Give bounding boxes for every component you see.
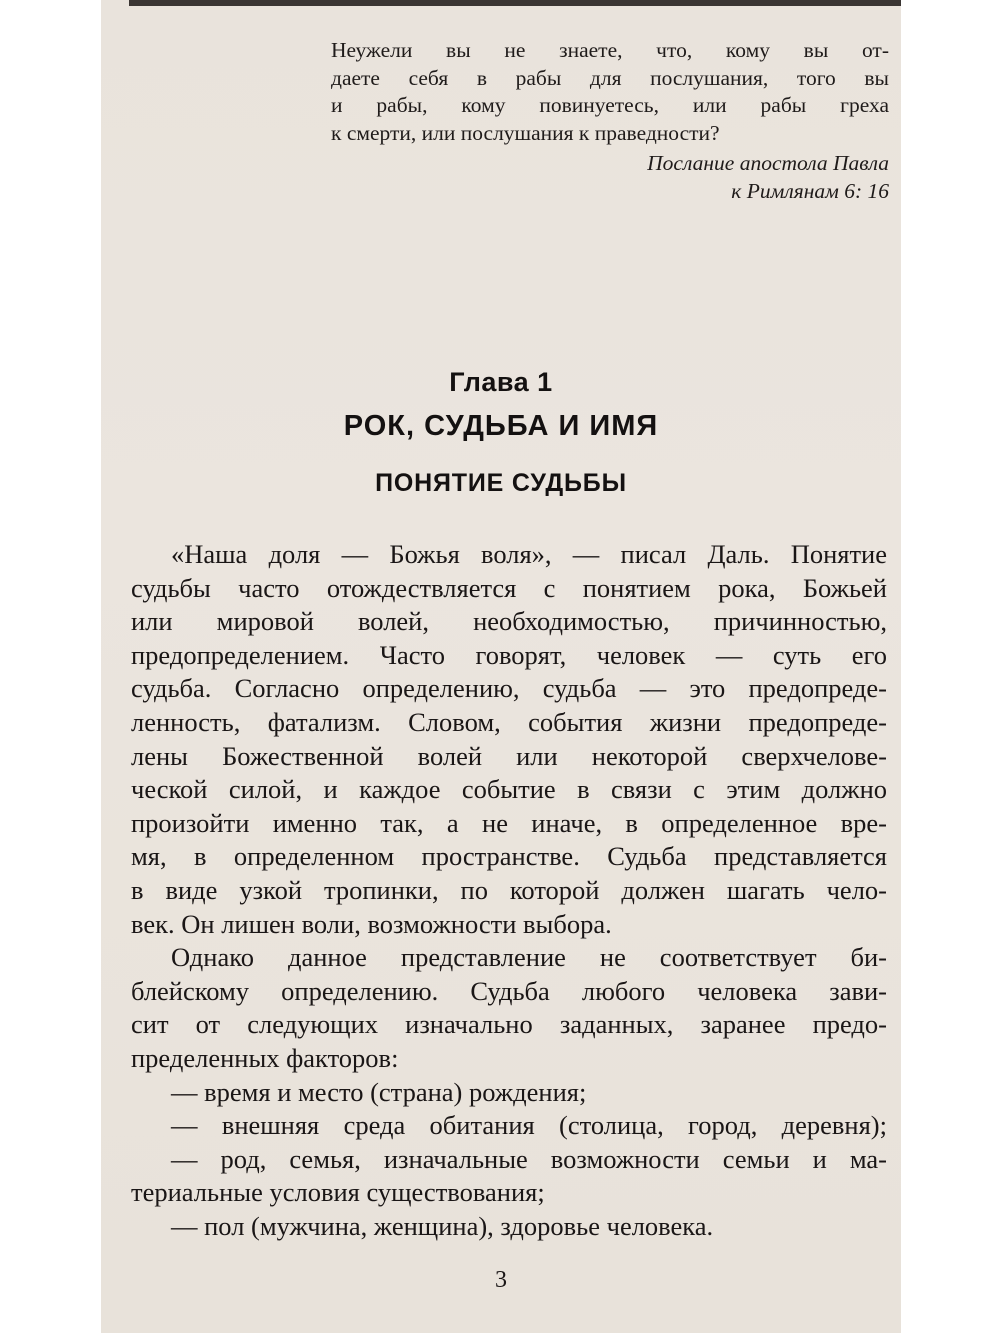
epigraph-line: и рабы, кому повинуетесь, или рабы греха: [331, 93, 889, 117]
body-list-item: — род, семья, изначальные возможности семьи и ма-: [171, 1143, 887, 1174]
body-line: блейскому определению. Судьба любого человека зави-: [131, 975, 887, 1006]
body-line: ческой силой, и каждое событие в связи с этим должно: [131, 774, 887, 805]
epigraph: [331, 37, 889, 205]
book-page: [101, 0, 901, 1333]
body-line: в виде узкой тропинки, по которой должен шагать чело-: [131, 874, 887, 905]
chapter-number: Глава 1: [449, 367, 553, 397]
body-line: «Наша доля — Божья воля», — писал Даль. Понятие: [171, 539, 887, 569]
epigraph-quote: [331, 37, 889, 147]
body-line: лены Божественной волей или некоторой сверхчелове-: [131, 740, 887, 771]
body-line: судьбы часто отождествляется с понятием рока, Божьей: [131, 572, 887, 603]
body-list-item: — внешняя среда обитания (столица, город, деревня);: [171, 1110, 887, 1141]
epigraph-source: [331, 150, 889, 205]
body-line: произойти именно так, а не иначе, в определенное вре-: [131, 807, 887, 838]
epigraph-source-line: к Римлянам 6: 16: [731, 178, 889, 203]
epigraph-line: к смерти, или послушания к праведности?: [331, 120, 720, 145]
body-list-item: — пол (мужчина, женщина), здоровье человека.: [171, 1210, 714, 1241]
body-line: судьба. Согласно определению, судьба — это предопреде-: [131, 673, 887, 704]
body-line: ленность, фатализм. Словом, события жизни предопреде-: [131, 706, 887, 737]
body-line: териальные условия существования;: [131, 1177, 545, 1208]
body-list-item: — время и место (страна) рождения;: [171, 1076, 587, 1107]
body-line: предопределением. Часто говорят, человек — суть его: [131, 639, 887, 670]
body-line: пределенных факторов:: [131, 1042, 399, 1073]
epigraph-line: Неужели вы не знаете, что, кому вы от-: [331, 38, 889, 62]
top-rule: [129, 0, 901, 6]
body-line: сит от следующих изначально заданных, заранее предо-: [131, 1009, 887, 1040]
body-line: мя, в определенном пространстве. Судьба представляется: [131, 841, 887, 872]
body-line: век. Он лишен воли, возможности выбора.: [131, 908, 612, 939]
body-text: [131, 538, 887, 1243]
epigraph-source-line: Послание апостола Павла: [647, 151, 889, 175]
epigraph-line: даете себя в рабы для послушания, того вы: [331, 65, 889, 90]
page-number: 3: [495, 1267, 507, 1293]
chapter-title: РОК, СУДЬБА И ИМЯ: [343, 410, 659, 442]
body-line: или мировой волей, необходимостью, причинностью,: [131, 606, 887, 637]
section-title: ПОНЯТИЕ СУДЬБЫ: [375, 469, 627, 497]
body-line: Однако данное представление не соответствует би-: [171, 942, 887, 973]
